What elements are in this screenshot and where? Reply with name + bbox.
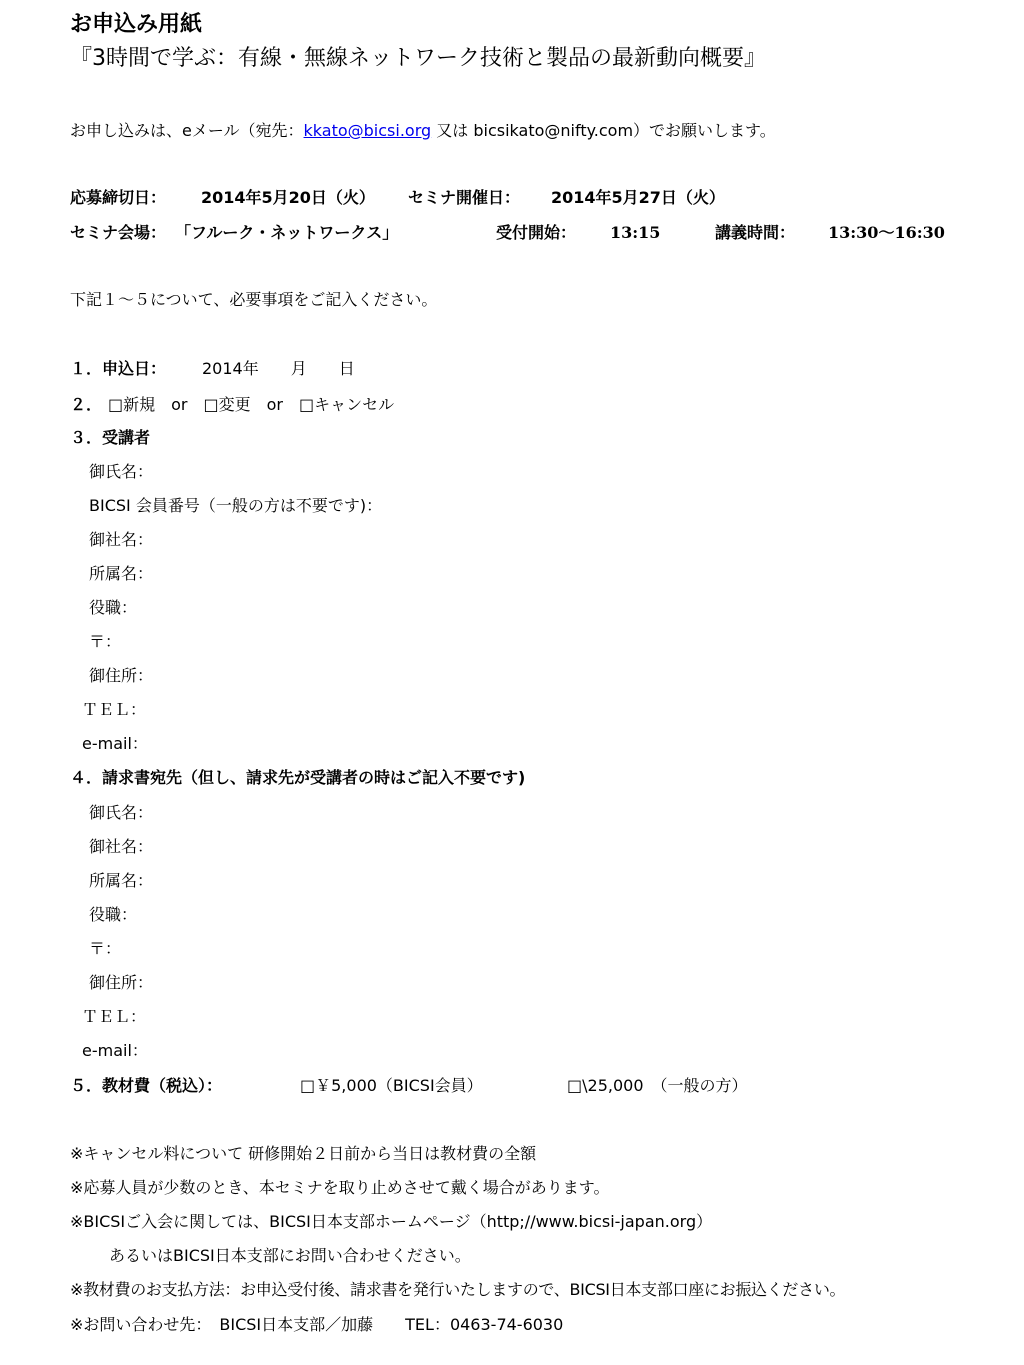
attendee-email-field[interactable]: e-mail： bbox=[82, 734, 148, 753]
email-bicsikato: bicsikato@nifty.com bbox=[473, 121, 634, 140]
attendee-company-field[interactable]: 御社名： bbox=[89, 530, 154, 549]
attendee-tel-field[interactable]: ＴＥＬ： bbox=[82, 700, 147, 719]
billing-company-field[interactable]: 御社名： bbox=[89, 837, 154, 856]
note-contact: ※お問い合わせ先： BICSI日本支部／加藤 TEL：0463-74-6030 bbox=[70, 1315, 564, 1334]
attendee-name-field[interactable]: 御氏名： bbox=[89, 462, 154, 481]
lecture-value: 13:30〜16:30 bbox=[828, 223, 945, 242]
attendee-position-field[interactable]: 役職： bbox=[89, 598, 138, 617]
deadline-value: 2014年5月20日（火） bbox=[201, 188, 375, 207]
billing-postal-field[interactable]: 〒： bbox=[89, 939, 122, 958]
form-title: お申込み用紙 bbox=[70, 12, 203, 37]
intro-line bbox=[70, 121, 776, 141]
note-membership-contact: あるいはBICSI日本支部にお問い合わせください。 bbox=[109, 1246, 471, 1265]
attendee-dept-field[interactable]: 所属名： bbox=[89, 564, 154, 583]
reception-value: 13:15 bbox=[610, 223, 661, 242]
billing-address-field[interactable]: 御住所： bbox=[89, 973, 154, 992]
billing-dept-field[interactable]: 所属名： bbox=[89, 871, 154, 890]
venue-value: 「フルーク・ネットワークス」 bbox=[175, 223, 399, 242]
seminar-title: 『3時間で学ぶ：有線・無線ネットワーク技術と製品の最新動向概要』 bbox=[70, 46, 766, 71]
item4-label: ４．請求書宛先（但し、請求先が受講者の時はご記入不要です) bbox=[70, 768, 526, 787]
seminar-date-value: 2014年5月27日（火） bbox=[551, 188, 725, 207]
note-payment: ※教材費のお支払方法：お申込受付後、請求書を発行いたしますので、BICSI日本支部口座にお振込ください。 bbox=[70, 1280, 846, 1299]
reception-label: 受付開始： bbox=[496, 223, 577, 242]
billing-position-field[interactable]: 役職： bbox=[89, 905, 138, 924]
billing-email-field[interactable]: e-mail： bbox=[82, 1041, 148, 1060]
attendee-postal-field[interactable]: 〒： bbox=[89, 632, 122, 651]
deadline-label: 応募締切日： bbox=[70, 188, 167, 207]
attendee-member-field[interactable]: BICSI 会員番号（一般の方は不要です)： bbox=[89, 496, 383, 515]
fee-member-option[interactable]: □￥5,000（BICSI会員） bbox=[300, 1076, 483, 1095]
email-link-kkato[interactable]: kkato@bicsi.org bbox=[303, 121, 432, 140]
lecture-label: 講義時間： bbox=[715, 223, 796, 242]
note-minimum-attendance: ※応募人員が少数のとき、本セミナを取り止めさせて戴く場合があります。 bbox=[70, 1178, 610, 1197]
fee-general-option[interactable]: □\25,000 （一般の方） bbox=[567, 1076, 748, 1095]
billing-tel-field[interactable]: ＴＥＬ： bbox=[82, 1007, 147, 1026]
note-cancel-fee: ※キャンセル料について 研修開始２日前から当日は教材費の全額 bbox=[70, 1144, 537, 1163]
item5-label: ５．教材費（税込）： bbox=[70, 1076, 223, 1095]
item3-label: ３．受講者 bbox=[70, 428, 151, 447]
item1-value: 2014年 月 日 bbox=[202, 359, 355, 378]
billing-name-field[interactable]: 御氏名： bbox=[89, 803, 154, 822]
intro-suffix: ）でお願いします。 bbox=[633, 121, 776, 140]
seminar-date-label: セミナ開催日： bbox=[408, 188, 521, 207]
intro-prefix: お申し込みは、eメール（宛先： bbox=[70, 121, 304, 140]
instruction-text: 下記１〜５について、必要事項をご記入ください。 bbox=[70, 290, 438, 309]
intro-middle: 又は bbox=[431, 121, 474, 140]
item2-options[interactable]: □新規 or □変更 or □キャンセル bbox=[108, 395, 395, 414]
note-membership: ※BICSIご入会に関しては、BICSI日本支部ホームページ（http;//www.bicsi-japan.org） bbox=[70, 1212, 713, 1231]
attendee-address-field[interactable]: 御住所： bbox=[89, 666, 154, 685]
venue-label: セミナ会場： bbox=[70, 223, 167, 242]
item1-label: １．申込日： bbox=[70, 359, 167, 378]
item2-label: ２． bbox=[70, 395, 103, 414]
